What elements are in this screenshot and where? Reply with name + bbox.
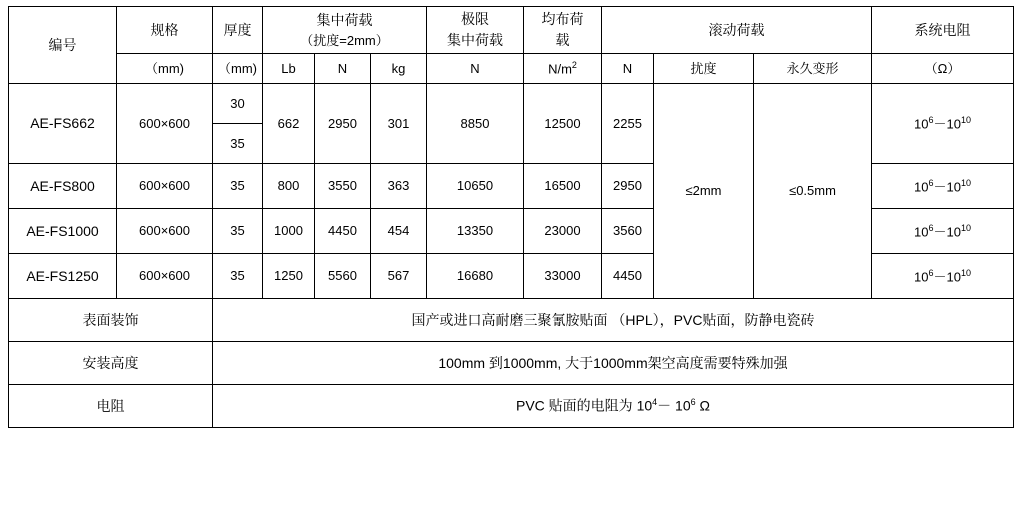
header-resistance-unit: （Ω） <box>872 54 1014 84</box>
note-label: 安装高度 <box>9 342 213 385</box>
row-resistance-sup2: 10 <box>960 267 971 278</box>
row-id: AE-FS662 <box>9 84 117 164</box>
header-unit-lb: Lb <box>263 54 315 84</box>
header-deflection: 扰度 <box>654 54 754 84</box>
row-rolling-n: 3560 <box>602 209 654 254</box>
table-header <box>9 7 1014 84</box>
row-rolling-n: 4450 <box>602 254 654 299</box>
row-resistance-base2: 10 <box>946 116 961 132</box>
header-ultimate-load <box>427 7 524 54</box>
header-permanent-deformation: 永久变形 <box>754 54 872 84</box>
header-unit-uniform-sup: 2 <box>571 60 577 71</box>
header-ultimate-load-line1: 极限 <box>461 11 489 27</box>
resistance-note-sup2: 6 <box>690 397 696 408</box>
row-resistance-sup1: 6 <box>928 222 934 233</box>
row-rolling-n: 2950 <box>602 164 654 209</box>
row-ultimate: 16680 <box>427 254 524 299</box>
row-resistance <box>872 254 1014 299</box>
row-resistance-base1: 10 <box>914 223 929 239</box>
note-label: 电阻 <box>9 385 213 428</box>
row-spec: 600×600 <box>117 254 213 299</box>
row-resistance-dash: － <box>933 178 947 194</box>
row-uniform: 23000 <box>524 209 602 254</box>
specification-table <box>8 6 1014 428</box>
row-resistance <box>872 209 1014 254</box>
table-row-note <box>9 385 1014 428</box>
row-lb: 1250 <box>263 254 315 299</box>
row-resistance-dash: － <box>933 116 947 132</box>
resistance-note-prefix: PVC 贴面的电阻为 10 <box>516 397 653 414</box>
row-kg: 454 <box>371 209 427 254</box>
header-system-resistance: 系统电阻 <box>872 7 1014 54</box>
row-lb: 1000 <box>263 209 315 254</box>
row-thickness: 35 <box>213 254 263 299</box>
row-resistance <box>872 164 1014 209</box>
table-row-note <box>9 342 1014 385</box>
note-value-resistance <box>213 385 1014 428</box>
row-id: AE-FS800 <box>9 164 117 209</box>
row-thickness: 35 <box>213 164 263 209</box>
row-thickness: 35 <box>213 209 263 254</box>
row-resistance-base2: 10 <box>946 223 961 239</box>
rolling-permanent-value: ≤0.5mm <box>754 84 872 299</box>
row-uniform: 33000 <box>524 254 602 299</box>
row-resistance-base1: 10 <box>914 116 929 132</box>
header-rolling-load: 滚动荷载 <box>602 7 872 54</box>
resistance-note-mid: － 10 <box>657 397 691 414</box>
header-unit-kg: kg <box>371 54 427 84</box>
header-concentrated-load-title: 集中荷载 <box>316 11 373 28</box>
row-id: AE-FS1250 <box>9 254 117 299</box>
row-resistance-base1: 10 <box>914 268 929 284</box>
row-spec: 600×600 <box>117 84 213 164</box>
row-resistance-sup1: 6 <box>928 177 934 188</box>
row-resistance-base2: 10 <box>946 178 961 194</box>
row-resistance-sup1: 6 <box>928 115 934 126</box>
row-uniform: 12500 <box>524 84 602 164</box>
row-thickness-b: 35 <box>213 124 263 164</box>
row-n: 4450 <box>315 209 371 254</box>
row-ultimate: 10650 <box>427 164 524 209</box>
header-uniform-load-line1: 均布荷 <box>541 11 584 27</box>
table-body <box>9 84 1014 428</box>
row-lb: 662 <box>263 84 315 164</box>
row-resistance-sup2: 10 <box>960 177 971 188</box>
header-concentrated-load <box>263 7 427 54</box>
header-id: 编号 <box>9 7 117 84</box>
note-value: 国产或进口高耐磨三聚氰胺贴面 （HPL），PVC贴面，防静电瓷砖 <box>213 299 1014 342</box>
header-row-primary <box>9 7 1014 54</box>
row-resistance-base1: 10 <box>914 178 929 194</box>
header-ultimate-load-line2: 集中荷载 <box>447 32 503 48</box>
header-thickness-unit: （mm) <box>213 54 263 84</box>
row-spec: 600×600 <box>117 209 213 254</box>
header-row-units <box>9 54 1014 84</box>
row-resistance-sup2: 10 <box>960 222 971 233</box>
spec-sheet-page <box>0 6 1019 510</box>
row-rolling-n: 2255 <box>602 84 654 164</box>
header-unit-uniform-base: N/m <box>548 61 572 77</box>
row-spec: 600×600 <box>117 164 213 209</box>
header-concentrated-load-sub: （扰度=2mm） <box>300 32 389 48</box>
row-resistance-base2: 10 <box>946 268 961 284</box>
resistance-note-sup1: 4 <box>652 397 658 408</box>
row-kg: 567 <box>371 254 427 299</box>
row-n: 3550 <box>315 164 371 209</box>
header-thickness: 厚度 <box>213 7 263 54</box>
row-resistance-dash: － <box>933 268 947 284</box>
row-lb: 800 <box>263 164 315 209</box>
row-uniform: 16500 <box>524 164 602 209</box>
row-kg: 301 <box>371 84 427 164</box>
row-id: AE-FS1000 <box>9 209 117 254</box>
header-spec: 规格 <box>117 7 213 54</box>
header-uniform-load-line2: 载 <box>555 32 570 48</box>
row-n: 2950 <box>315 84 371 164</box>
header-unit-rolling-n: N <box>602 54 654 84</box>
row-thickness-a: 30 <box>213 84 263 124</box>
table-row <box>9 84 1014 124</box>
row-resistance-sup2: 10 <box>960 115 971 126</box>
row-resistance-sup1: 6 <box>928 267 934 278</box>
row-resistance-dash: － <box>933 223 947 239</box>
note-label: 表面装饰 <box>9 299 213 342</box>
row-ultimate: 8850 <box>427 84 524 164</box>
header-spec-unit: （mm) <box>117 54 213 84</box>
header-unit-n: N <box>315 54 371 84</box>
row-resistance <box>872 84 1014 164</box>
note-value: 100mm 到1000mm, 大于1000mm架空高度需要特殊加强 <box>213 342 1014 385</box>
header-unit-uniform <box>524 54 602 84</box>
table-row-note <box>9 299 1014 342</box>
row-kg: 363 <box>371 164 427 209</box>
resistance-note-suffix: Ω <box>695 397 710 414</box>
header-uniform-load <box>524 7 602 54</box>
header-unit-ultimate: N <box>427 54 524 84</box>
row-ultimate: 13350 <box>427 209 524 254</box>
rolling-deflection-value: ≤2mm <box>654 84 754 299</box>
row-n: 5560 <box>315 254 371 299</box>
